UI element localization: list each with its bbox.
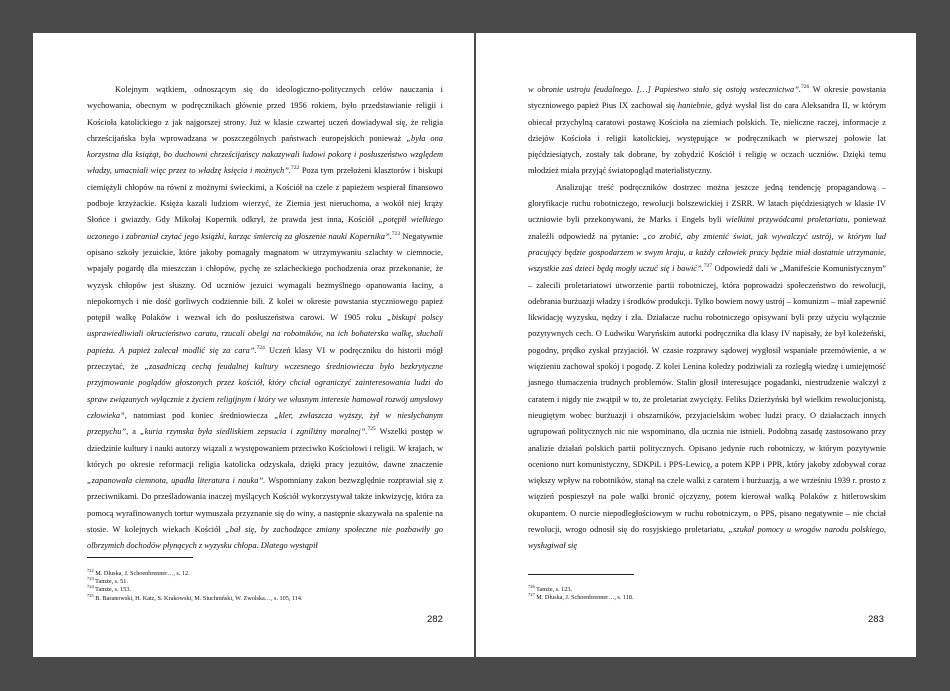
paragraph [528, 82, 886, 180]
body-text-segment: Wspomniany zakon bezwzględnie rozprawiał się z przeciwnikami. Do prześladowania inaczej myślących Kościół wykorzystywał także inkwizycję, która za pomocą wyrafinowanych tortur wymuszała przyznanie się do winy, a następnie skazywała na spalenie na stosie. W kolejnych wiekach Kościół [87, 476, 443, 535]
right-page-body-text [528, 82, 886, 555]
footnote [528, 594, 888, 602]
body-text-segment: W okresie powstania styczniowego papież Pius IX zachował się [528, 85, 886, 111]
quotation-text: haniebnie [677, 101, 711, 111]
body-text-segment: Poza tym przełożeni klasztorów i biskupi ciemiężyli chłopów na równi z możnymi świeckimi, a Kościół na czele z papieżem wspierał finansowo podboje krzyżackie. Księża kazali ludziom wierzyć, że Ziemia jest nieruchoma, a wokół niej krąży Słońce i gwiazdy. Gdy Mikołaj Kopernik odkrył, że prawda jest inna, Kościół [87, 166, 443, 225]
right-page-footnotes [528, 583, 888, 602]
footnote-number: 723 [87, 576, 94, 582]
footnote-number: 725 [87, 592, 94, 598]
footnote-number: 722 [87, 567, 94, 573]
quotation-text: „biskupi polscy usprawiedliwiali okrucieństwo caratu, rzucali obelgi na robotników, na ich bohaterska walkę, słuchali papieża. A papież zalecał modlić się za cara”. [87, 313, 443, 355]
footnote-number: 724 [87, 584, 94, 590]
footnote-text: M. Dłuska, J. Schoenbrenner…, s. 118. [534, 594, 634, 602]
footnote [87, 586, 447, 594]
footnote-text: Tamże, s. 123. [534, 586, 573, 593]
footnote-text: Tamże, s. 153. [93, 586, 132, 594]
footnote-reference: 724 [256, 344, 265, 351]
footnote-separator-right [528, 574, 634, 575]
footnote-number: 727 [528, 592, 535, 598]
body-text-segment: Negatywnie opisano szkoły jezuickie, które jakoby pomagały magnatom w utrzymywaniu szlachty w ciemnocie, wpajały pogardę dla mieszczan i chłopów, pychę ze szlacheckiego pochodzenia oraz przekonanie, że wyzysk chłopów jest słuszny. Od uczniów jezuici wymagali bezmyślnego opanowania łaciny, a niepokornych i nie dość gorliwych codziennie bili. Z kolei w okresie powstania styczniowego papież potępił walkę Polaków i wezwał ich do posłuszeństwa carowi. W 1905 roku [87, 231, 443, 323]
body-text-segment: Uczeń klasy VI w podręczniku do historii mógł przeczytać, że [87, 345, 443, 372]
body-text-segment: Odpowiedź dali w „Manifeście Komunistycznym” – zalecili proletariatowi utworzenie partii robotniczej, która poprowadzi społeczeństwo do rewolucji, odebrania burżuazji władzy i środków produkcji. Tylko bowiem nowy ustrój – komunizm – miał zapewnić likwidację wyzysku, nędzy i zła. Działacze ruchu robotniczego opisywani byli przy użyciu wyłącznie pozytywnych cech. O Ludwiku Waryńskim autorki podręcznika dla klasy IV napisały, że był koleżeński, pogodny, prędko zyskał przyjaciół. W czasie rozprawy sądowej wygłosił wspaniałe przemówienie, a w więzieniu zachował spokój i pogodę. Z kolei Lenina koledzy podziwiali za rozległą wiedzę i umiejętność jasnego tłumaczenia trudnych problemów. Stalin głosił interesujące pogadanki, niestrudzenie walczył z caratem i nigdy nie zwątpił w to, że proletariat zwycięży. Feliks Dzierżyński był wielkim rewolucjonistą, nieugiętym wobec burżuazji i obszarników, przyjacielskim wobec ludzi pracy. O działaczach innych ugrupowań politycznych nic nie wspominano, dla ucznia nie istnieli. Podobną zasadę zastosowano przy analizie działań polskich partii politycznych. Opisano jedynie ruch robotniczy, w którym pozytywnie oceniono nurt komunistyczny, SDKPiL i PPS-Lewicę, a potem KPP i PPR, który jakoby zdobywał coraz większy wpływ na robotników, stanął na czele walki z caratem i burżuazją, a we wrześniu 1939 r. prosto z więzień pospieszył na pole walki bronić ojczyzny, potem kierował walką Polaków z hitlerowskim okupantem. O nurcie niepodległościowym w ruchu robotniczym, o PPS, pisano negatywnie – nie chciał rewolucji, wrogo odnosił się do rosyjskiego proletariatu, [528, 264, 886, 535]
body-text-segment: , gdyż wysłał list do cara Aleksandra II, w którym obiecał przychylną caratowi postawę Kościoła na ziemiach polskich. Te, nieliczne raczej, informacje z dziejów Kościoła i religii katolickiej, występujące w podręcznikach w pierwszej połowie lat pięćdziesiątych, zostały tak dobrane, by zohydzić Kościół i religię w oczach uczniów. Dzięki temu młodzież miała przyjąć światopogląd materialistyczny. [528, 101, 886, 176]
page-number-left: 282 [427, 614, 443, 625]
left-page-body-text [87, 82, 443, 555]
body-text-segment: Wszelki postęp w dziedzinie kultury i nauki autorzy wiązali z występowaniem przeciwko Kościołowi i religii. W krajach, w których po okresie reformacji religia katolicka odzyskała, dzięki pracy jezuitów, dawne znaczenie [87, 427, 444, 469]
footnote [87, 578, 447, 586]
quotation-text: „zasadniczą cechą feudalnej kultury wczesnego średniowiecza było bezkrytyczne przyjmowanie poglądów głoszonych przez kościół, który chciał ograniczyć zainteresowania ludzi do spraw związanych wyłącznie z życiem religijnym i który we własnym interesie hamował rozwój umysłowy człowieka” [87, 362, 443, 420]
quotation-text: wielkimi przywódcami proletariatu [725, 215, 848, 225]
body-text-segment: Kolejnym wątkiem, odnoszącym się do ideologiczno-politycznych celów nauczania i wychowania, obecnym w podręcznikach głównie przed 1956 rokiem, było przedstawianie religii i Kościoła katolickiego z jak najgorszej strony. Już w klasie czwartej uczeń dowiadywał się, że religia chrześcijańska była wprowadzana w poszczególnych państwach europejskich ponieważ [87, 85, 443, 143]
quotation-text: „kler, zwłaszcza wyższy, żył w niesłychanym przepychu” [87, 410, 443, 437]
quotation-text: „potępił wielkiego uczonego i zabraniał czytać jego książki, karząc śmiercią za głoszenie nauki Kopernika”. [87, 215, 443, 241]
left-page-footnotes [87, 567, 447, 603]
page-number-right: 283 [868, 614, 884, 625]
footnote-reference: 722 [290, 165, 300, 172]
quotation-text: „szukał pomocy u wrogów narodu polskiego, wysługiwał się [528, 525, 886, 551]
footnote-text: M. Dłuska, J. Schoenbrenner…, s. 12. [93, 570, 190, 577]
quotation-text: „zapanowała ciemnota, upadła literatura i nauka”. [87, 476, 266, 486]
left-page [33, 33, 474, 657]
quotation-text: „bał się, by zachodzące zmiany społeczne nie pozbawiły go olbrzymich dochodów płynących z wyzysku chłopa. Dlatego wystąpił [87, 525, 443, 551]
quotation-text: w obronie ustroju feudalnego. […] Papiestwo stało się ostoją wstecznictwa”. [528, 85, 801, 94]
footnote-reference: 727 [703, 263, 712, 270]
quotation-text: „kuria rzymska była siedliskiem zepsucia i zgniliżny moralnej”. [139, 427, 368, 437]
footnote-text: B. Baranowski, H. Katz, S. Krakowski, M. Siuchniński, W. Zwolska…, s. 105, 114. [93, 594, 303, 602]
footnote [528, 583, 888, 594]
footnote-number: 726 [528, 583, 535, 589]
footnote-reference: 725 [367, 426, 376, 433]
right-page [476, 33, 916, 657]
footnote-separator-left [87, 557, 193, 558]
body-text-segment: , ponieważ znaleźli odpowiedź na pytanie: [528, 215, 886, 241]
footnote-reference: 723 [391, 230, 400, 237]
footnote-text: Tamże, s. 51. [93, 578, 128, 586]
body-text-segment: Analizując treść podręczników dostrzec można jeszcze jedną tendencję propagandową – gloryfikacje ruchu robotniczego, rewolucji bolszewickiej i ZSRR. W latach pięćdziesiątych w klasie IV uczniowie byli przekonywani, że Marks i Engels byli [528, 182, 886, 225]
footnote [87, 567, 447, 578]
body-text-segment: , a [126, 427, 140, 437]
quotation-text: „co zrobić, aby zmienić świat, jak wywalczyć ustrój, w którym lud pracujący będzie gospodarzem w swym kraju, a każdy człowiek pracy będzie miał dostatnie utrzymanie, wszystkie zaś dzieci będą mogły uczuć się i bawić”. [528, 231, 886, 274]
paragraph [87, 82, 443, 555]
footnote-reference: 726 [800, 84, 810, 91]
footnote [87, 592, 447, 603]
body-text-segment: , natomiast pod koniec średniowiecza [124, 410, 275, 420]
paragraph [528, 180, 886, 555]
quotation-text: „była ona korzystna dla książąt, bo duchowni chrześcijańscy nakazywali ludowi pokorę i posłuszeństwo względem władzy, umacniali więc przez to władzę księcia i możnych”. [87, 133, 443, 176]
